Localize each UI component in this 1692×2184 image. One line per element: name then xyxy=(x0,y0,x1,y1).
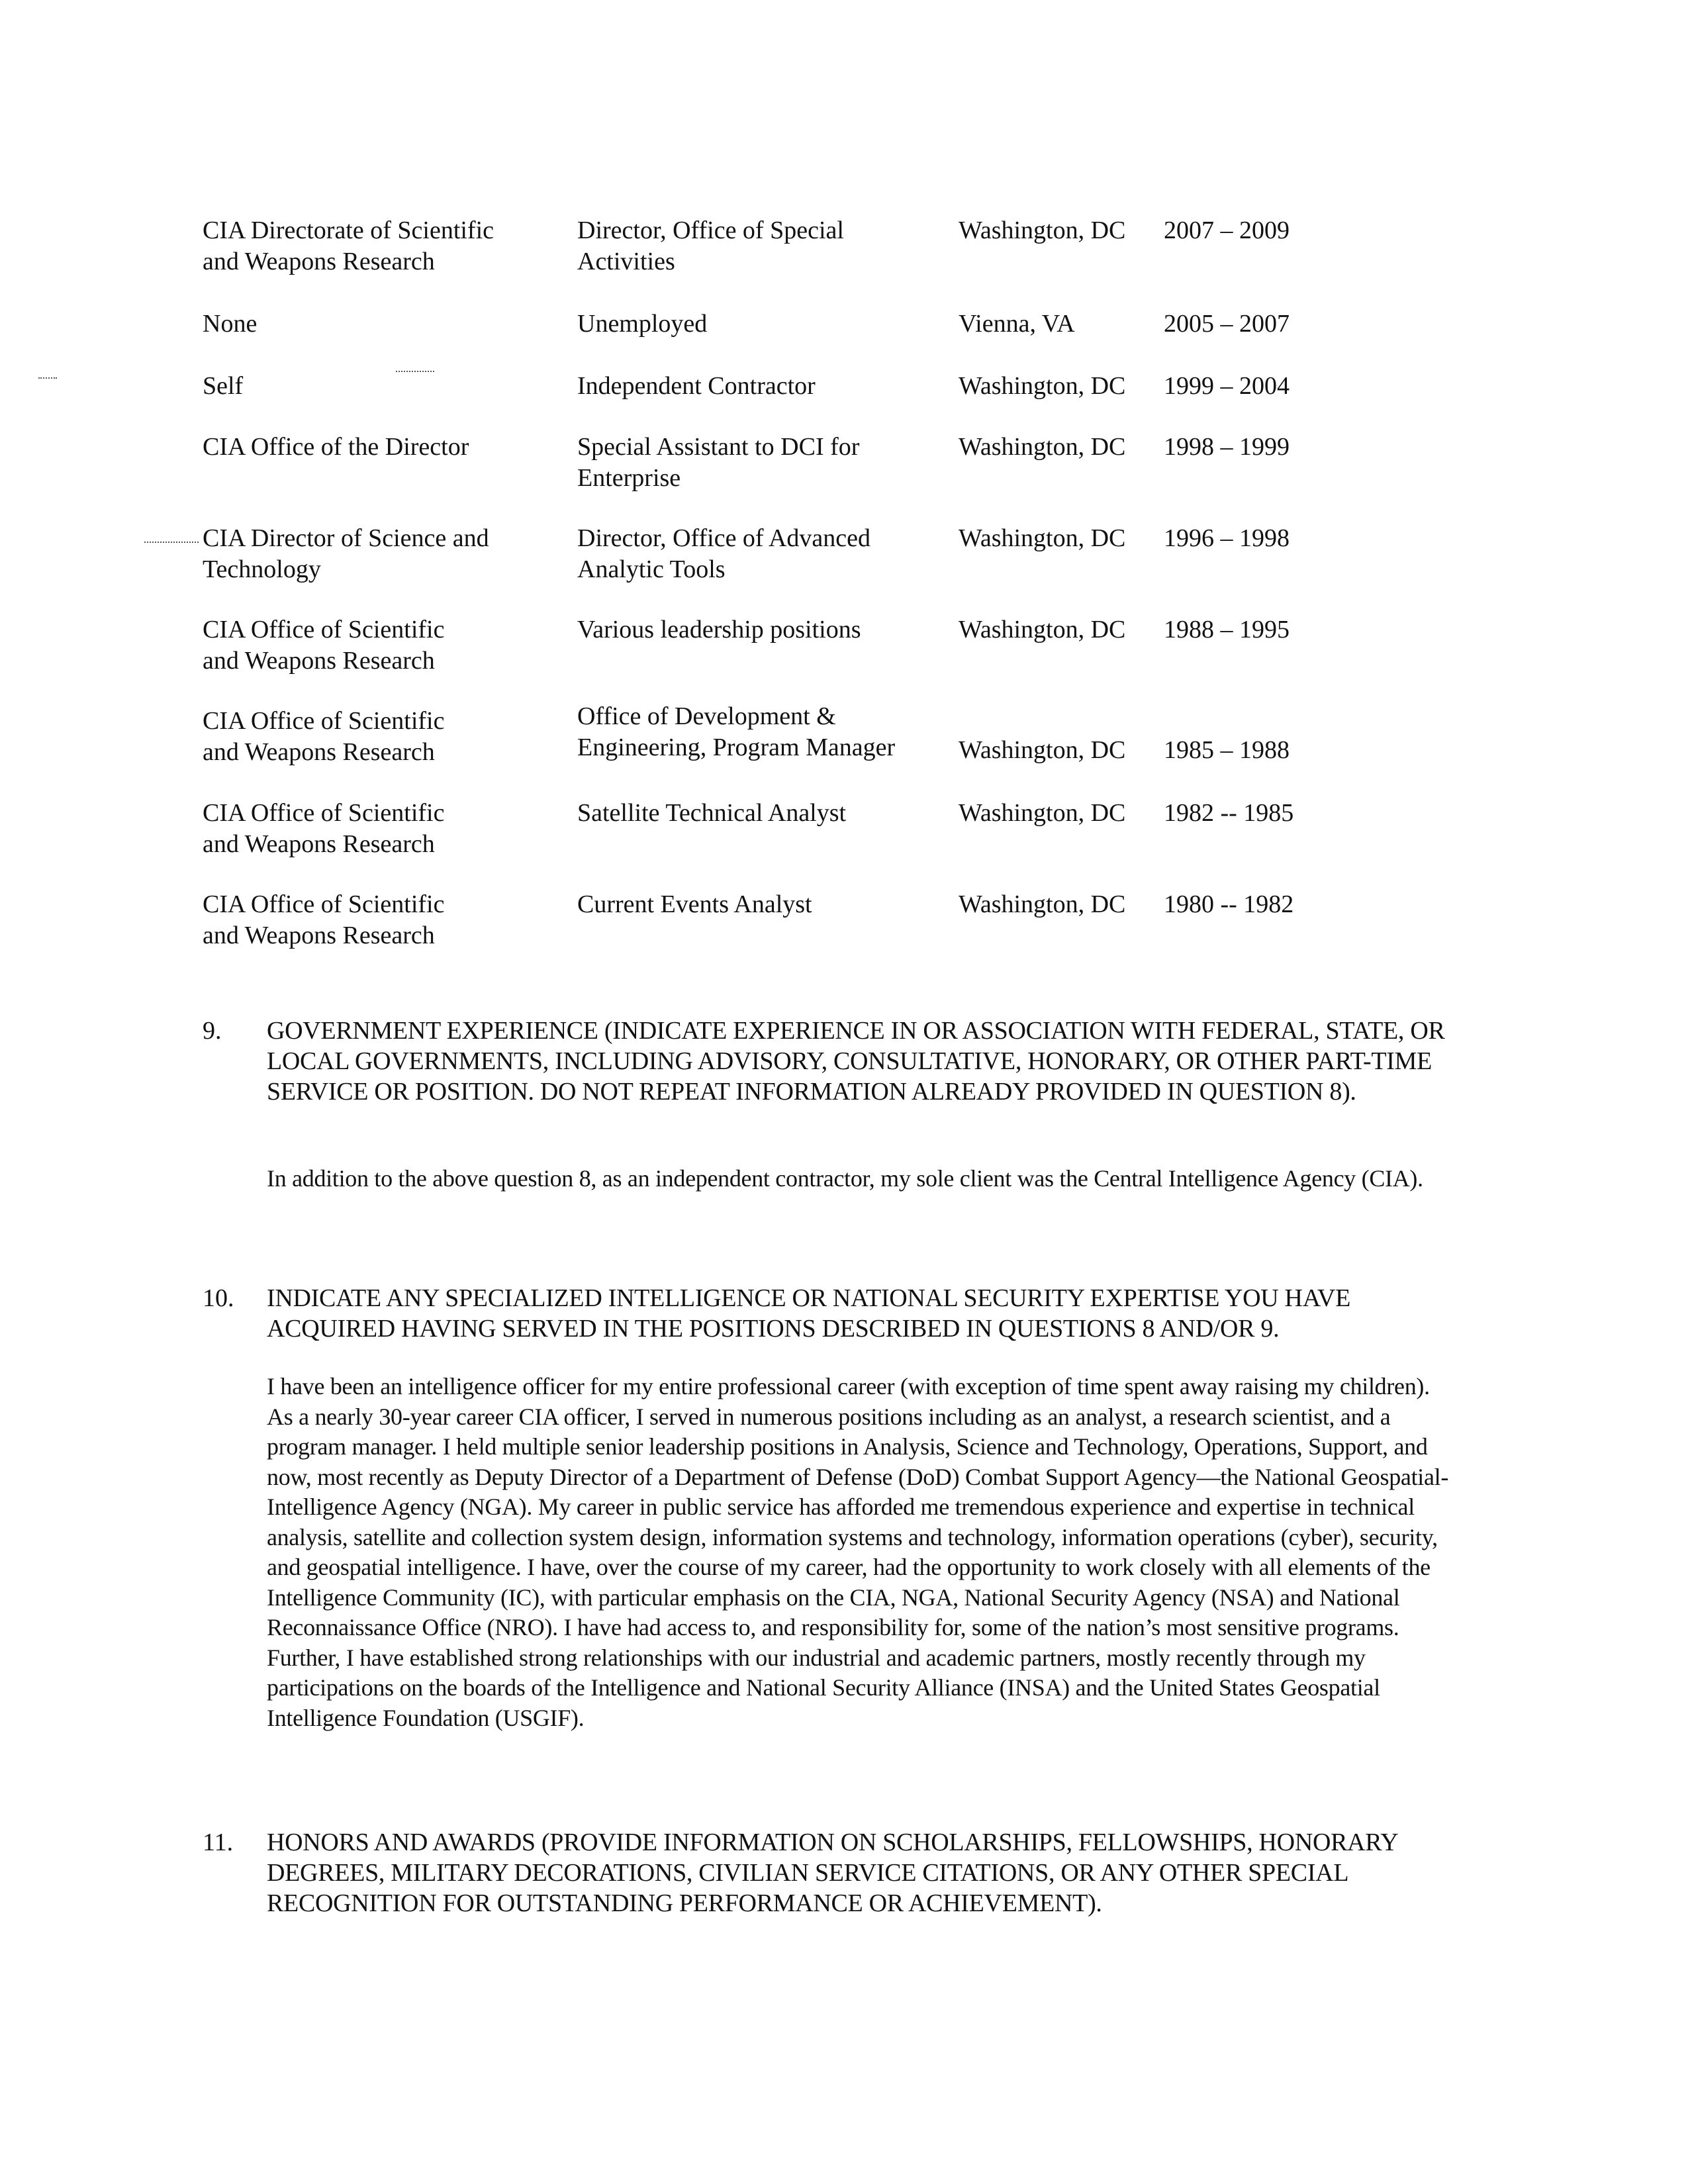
employment-location: Washington, DC xyxy=(959,890,1126,918)
employment-location: Washington, DC xyxy=(959,616,1126,643)
employment-row xyxy=(0,215,1692,288)
employment-dates: 2007 – 2009 xyxy=(1164,216,1290,244)
employment-dates: 1985 – 1988 xyxy=(1164,736,1290,764)
employment-dates: 1982 -- 1985 xyxy=(1164,799,1294,827)
employment-location: Washington, DC xyxy=(959,524,1126,552)
employment-organization: CIA Office of Scientific and Weapons Research xyxy=(203,799,445,858)
employment-location: Washington, DC xyxy=(959,736,1126,764)
employment-dates: 1999 – 2004 xyxy=(1164,372,1290,400)
employment-position: Director, Office of Advanced Analytic Tools xyxy=(577,524,871,583)
employment-row xyxy=(0,614,1692,687)
employment-dates: 1996 – 1998 xyxy=(1164,524,1290,552)
employment-location: Washington, DC xyxy=(959,799,1126,827)
employment-position: Director, Office of Special Activities xyxy=(577,216,844,275)
employment-dates: 2005 – 2007 xyxy=(1164,310,1290,338)
employment-position: Satellite Technical Analyst xyxy=(577,799,847,827)
employment-row xyxy=(0,432,1692,504)
employment-position: Current Events Analyst xyxy=(577,890,812,918)
question-heading: HONORS AND AWARDS (PROVIDE INFORMATION ON SCHOLARSHIPS, FELLOWSHIPS, HONORARY DEGREES, MILITARY DECORATIONS, CIVILIAN SERVICE CITATIONS, OR ANY OTHER SPECIAL RECOGNITION FOR OUTSTANDING PERFORMANCE OR ACHIEVEMENT). xyxy=(267,1828,1397,1917)
question-number: 11. xyxy=(203,1828,234,1856)
employment-organization: CIA Directorate of Scientific and Weapons Research xyxy=(203,216,494,275)
question-answer: I have been an intelligence officer for my entire professional career (with exception of time spent away raising my children). As a nearly 30-year career CIA officer, I served in numerous positions including as an analyst, a research scientist, and a program manager. I held multiple senior leadership positions in Analysis, Science and Technology, Operations, Support, and now, most recently as Deputy Director of a Department of Defense (DoD) Combat Support Agency—the National Geospatial-Intelligence Agency (NGA). My career in public service has afforded me tremendous experience and expertise in technical analysis, satellite and collection system design, information systems and technology, information operations (cyber), security, and geospatial intelligence. I have, over the course of my career, had the opportunity to work closely with all elements of the Intelligence Community (IC), with particular emphasis on the CIA, NGA, National Security Agency (NSA) and National Reconnaissance Office (NRO). I have had access to, and responsibility for, some of the nation’s most sensitive programs. Further, I have established strong relationships with our industrial and academic partners, mostly recently through my participations on the boards of the Intelligence and National Security Alliance (INSA) and the United States Geospatial Intelligence Foundation (USGIF). xyxy=(267,1373,1449,1731)
employment-dates: 1998 – 1999 xyxy=(1164,433,1290,461)
employment-location: Washington, DC xyxy=(959,216,1126,244)
employment-row xyxy=(0,523,1692,596)
employment-organization: Self xyxy=(203,372,244,400)
employment-location: Washington, DC xyxy=(959,372,1126,400)
question-heading: GOVERNMENT EXPERIENCE (INDICATE EXPERIENCE IN OR ASSOCIATION WITH FEDERAL, STATE, OR LOCAL GOVERNMENTS, INCLUDING ADVISORY, CONSULTATIVE, HONORARY, OR OTHER PART-TIME SERVICE OR POSITION. DO NOT REPEAT INFORMATION ALREADY PROVIDED IN QUESTION 8). xyxy=(267,1017,1445,1106)
question-heading: INDICATE ANY SPECIALIZED INTELLIGENCE OR NATIONAL SECURITY EXPERTISE YOU HAVE ACQUIRED HAVING SERVED IN THE POSITIONS DESCRIBED IN QUESTIONS 8 AND/OR 9. xyxy=(267,1284,1350,1343)
employment-row xyxy=(0,889,1692,962)
employment-row xyxy=(0,798,1692,871)
question-number: 10. xyxy=(203,1284,234,1312)
employment-organization: CIA Office of Scientific and Weapons Research xyxy=(203,616,445,675)
employment-position: Unemployed xyxy=(577,310,708,338)
employment-dates: 1988 – 1995 xyxy=(1164,616,1290,643)
employment-location: Washington, DC xyxy=(959,433,1126,461)
employment-organization: CIA Office of Scientific and Weapons Research xyxy=(203,707,445,766)
employment-organization: CIA Director of Science and Technology xyxy=(203,524,489,583)
employment-position: Independent Contractor xyxy=(577,372,816,400)
question-number: 9. xyxy=(203,1017,222,1045)
employment-organization: None xyxy=(203,310,258,338)
employment-position: Various leadership positions xyxy=(577,616,861,643)
employment-dates: 1980 -- 1982 xyxy=(1164,890,1294,918)
employment-position: Special Assistant to DCI for Enterprise xyxy=(577,433,860,492)
question-answer: In addition to the above question 8, as an independent contractor, my sole client was the Central Intelligence Agency (CIA). xyxy=(267,1165,1423,1192)
employment-location: Vienna, VA xyxy=(959,310,1075,338)
employment-organization: CIA Office of the Director xyxy=(203,433,469,461)
employment-position: Office of Development & Engineering, Program Manager xyxy=(577,702,896,761)
employment-organization: CIA Office of Scientific and Weapons Research xyxy=(203,890,445,949)
employment-row xyxy=(0,702,1692,779)
